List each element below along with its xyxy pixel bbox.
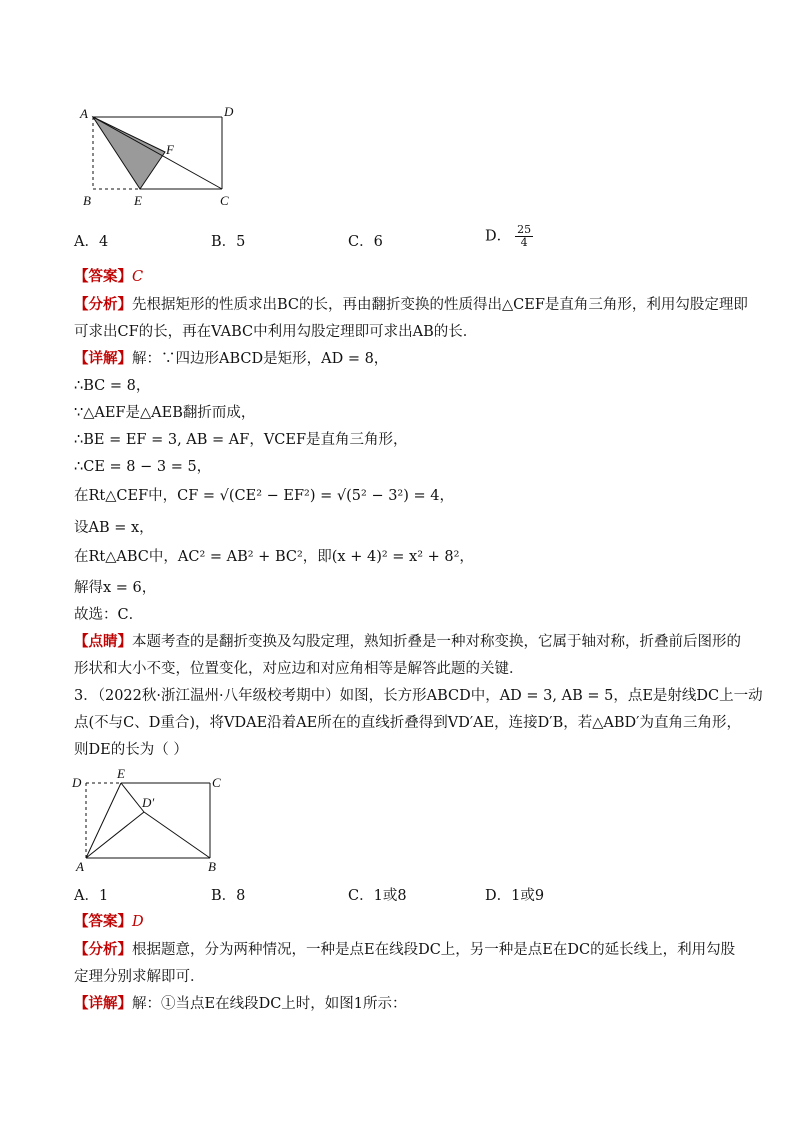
label-e: E xyxy=(117,766,125,781)
figure-2-rectangle-fold xyxy=(66,766,236,876)
q2-step-5: ∴CE = 8 − 3 = 5， xyxy=(74,459,212,475)
label-d: D xyxy=(72,775,82,790)
q2-options xyxy=(74,223,734,254)
detail-tag: 【详解】 xyxy=(74,995,132,1012)
label-d: D xyxy=(224,104,234,119)
q3-option-d[interactable] xyxy=(485,884,544,905)
detail-tag: 【详解】 xyxy=(74,350,132,367)
q2-option-c[interactable] xyxy=(348,230,383,251)
q2-step-3: ∵△AEF是△AEB翻折而成， xyxy=(74,405,256,421)
option-letter: C． xyxy=(348,888,374,904)
q2-analysis-line-2: 可求出CF的长，再在VABC中利用勾股定理即可求出AB的长． xyxy=(74,324,478,340)
q2-step-6: 在Rt△CEF中，CF = √(CE² − EF²) = √(5² − 3²) = 4， xyxy=(74,488,454,504)
q3-option-c[interactable] xyxy=(348,884,407,905)
q3-options xyxy=(74,884,734,908)
q3-analysis-line-1 xyxy=(74,940,734,960)
fraction-numerator: 25 xyxy=(517,223,532,236)
q2-step-10: 故选：C． xyxy=(74,607,144,623)
analysis-text: 先根据矩形的性质求出BC的长，再由翻折变换的性质得出△CEF是直角三角形，利用勾股定理即 xyxy=(132,297,748,313)
q3-option-a[interactable] xyxy=(74,884,108,905)
comment-text: 本题考查的是翻折变换及勾股定理，熟知折叠是一种对称变换，它属于轴对称，折叠前后图形的 xyxy=(132,634,741,650)
analysis-text: 根据题意，分为两种情况，一种是点E在线段DC上，另一种是点E在DC的延长线上，利用勾股 xyxy=(132,942,736,958)
q2-step-8: 在Rt△ABC中，AC² = AB² + BC²，即(x + 4)² = x² + 8²， xyxy=(74,549,474,565)
option-letter: A． xyxy=(74,888,99,904)
label-a: A xyxy=(80,106,88,121)
label-e: E xyxy=(134,193,142,208)
option-value: 4 xyxy=(98,234,109,250)
option-letter: C． xyxy=(348,234,374,250)
option-value: 8 xyxy=(236,888,246,904)
q2-step-2: ∴BC = 8， xyxy=(74,378,151,394)
option-letter: D． xyxy=(485,888,512,904)
label-c: C xyxy=(212,775,221,790)
option-letter: B． xyxy=(211,888,237,904)
answer-tag: 【答案】 xyxy=(74,913,132,930)
q2-analysis-line-1 xyxy=(74,295,748,315)
figure-1-rectangle-fold xyxy=(74,100,254,210)
label-b: B xyxy=(208,859,216,874)
option-letter: D． xyxy=(485,228,512,245)
label-d-prime: D′ xyxy=(142,795,155,810)
option-value: 1或9 xyxy=(511,888,545,904)
detail-text: 解：①当点E在线段DC上时，如图1所示： xyxy=(132,996,407,1012)
q2-detail-line xyxy=(74,349,734,369)
label-b: B xyxy=(83,193,91,208)
q2-step-4: ∴BE = EF = 3, AB = AF，VCEF是直角三角形， xyxy=(74,432,408,448)
q2-comment-line-2: 形状和大小不变，位置变化，对应边和对应角相等是解答此题的关键． xyxy=(74,661,524,677)
comment-tag: 【点睛】 xyxy=(74,633,132,650)
q2-comment-line-1 xyxy=(74,632,741,652)
q2-step-7: 设AB = x， xyxy=(74,520,154,536)
label-a: A xyxy=(76,859,84,874)
q3-answer-line xyxy=(74,912,734,932)
q3-stem-line-3: 则DE的长为（ ） xyxy=(74,742,188,758)
q2-option-d[interactable] xyxy=(485,224,533,249)
step-text: 解：∵四边形ABCD是矩形，AD = 8， xyxy=(132,351,389,367)
segment-ae xyxy=(86,783,121,858)
q3-detail-line xyxy=(74,994,734,1014)
option-value: 1 xyxy=(98,888,109,904)
answer-value: C xyxy=(132,269,144,285)
segment-d-prime-b xyxy=(144,812,210,858)
q2-option-b[interactable] xyxy=(211,230,245,251)
segment-ed-prime xyxy=(121,783,144,812)
q2-option-a[interactable] xyxy=(74,230,108,251)
q3-option-b[interactable] xyxy=(211,884,245,905)
segment-ad-prime xyxy=(86,812,144,858)
shaded-triangle-aef xyxy=(93,117,165,189)
q3-stem-line-1: 3．（2022秋·浙江温州·八年级校考期中）如图，长方形ABCD中，AD = 3, AB = 5，点E是射线DC上一动 xyxy=(74,688,763,704)
label-c: C xyxy=(220,193,229,208)
option-value: 6 xyxy=(373,234,383,250)
analysis-tag: 【分析】 xyxy=(74,941,132,958)
q2-step-9: 解得x = 6， xyxy=(74,580,157,596)
q3-analysis-line-2: 定理分别求解即可． xyxy=(74,969,205,985)
fraction-25-over-4 xyxy=(515,224,533,249)
option-value: 1或8 xyxy=(373,888,407,904)
label-f: F xyxy=(166,142,174,157)
diagonal-ac xyxy=(93,117,222,189)
option-letter: A． xyxy=(74,234,99,250)
q2-answer-line xyxy=(74,267,734,287)
answer-tag: 【答案】 xyxy=(74,268,132,285)
fraction-denominator: 4 xyxy=(520,236,528,249)
option-letter: B． xyxy=(211,234,237,250)
q3-stem-line-2: 点(不与C、D重合)，将VDAE沿着AE所在的直线折叠得到VD′AE，连接D′B，若△ABD′为直角三角形， xyxy=(74,715,741,731)
answer-value: D xyxy=(132,914,144,930)
option-value: 5 xyxy=(236,234,246,250)
analysis-tag: 【分析】 xyxy=(74,296,132,313)
